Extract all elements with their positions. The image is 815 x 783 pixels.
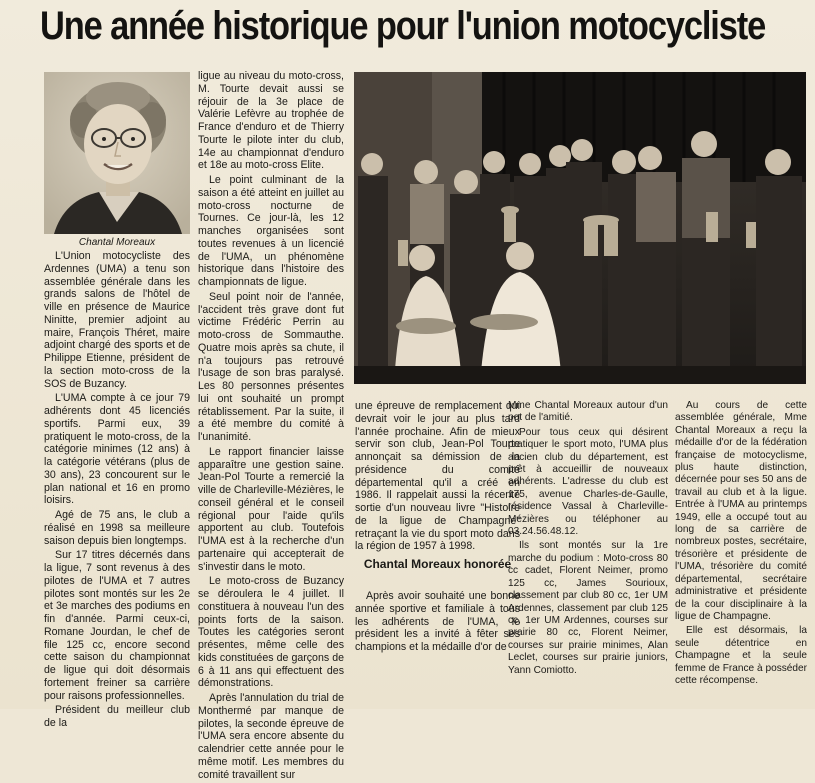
paragraph: Le point culminant de la saison a été atteint en juillet au moto-cross nocturne de Tournes. Ce jour-là, les 12 manches organisées sont toutes revenues à un licencié de l'UMA, un phénomène historique dans l'histoire des championnats de ligue. (198, 174, 344, 288)
group-photo (354, 72, 806, 384)
article-column-1 (44, 250, 190, 732)
paragraph: L'Union motocycliste des Ardennes (UMA) a tenu son assemblée générale dans les grands salons de l'hôtel de ville en présence de Maurice Ninitte, premier adjoint au maire, François Théret, maire adjoint chargé des sports et de Philippe Etienne, président de la section moto-cross de la SOS de Buzancy. (44, 250, 190, 390)
portrait-photo (44, 72, 190, 234)
subheading: Chantal Moreaux honorée (363, 557, 512, 571)
paragraph: Après l'annulation du trial de Monthermé par manque de pilotes, la seconde épreuve de l'UMA sera encore absente du calendrier cette année pour le même motif. Les membres du comité travaillent sur (198, 692, 344, 781)
paragraph: Sur 17 titres décernés dans la ligue, 7 sont revenus à des pilotes de l'UMA et 7 autres pilotes sont montés sur les 2e et 3e marches des podiums en fin d'année. Parmi ceux-ci, Romane Jourdan, le chef de file 125 cc, encore second cette saison du championnat de ligue qui doit désormais fortement freiner sa carrière pour raisons professionnelles. (44, 549, 190, 702)
paragraph: Pour tous ceux qui désirent pratiquer le sport moto, l'UMA plus ancien club du département, est prêt à accueillir de nouveaux adhérents. L'adresse du club est 175, avenue Charles-de-Gaulle, résidence Vassal à Charleville-Mézières ou téléphoner au 03.24.56.48.12. (508, 426, 668, 538)
paragraph: Le moto-cross de Buzancy se déroulera le 4 juillet. Il constituera à nouveau l'un des points forts de la saison. Toutes les catégories seront présentes, même celle des kids constituées de garçons de 6 à 11 ans qui effectuent des démonstrations. (198, 575, 344, 690)
paragraph: Après avoir souhaité une bonne année sportive et familiale à tous les adhérents de l'UMA, le président les a invité à fêter ses champions et la médaille d'or de (355, 590, 520, 653)
paragraph: une épreuve de remplacement qui devrait voir le jour au plus tard l'année prochaine. Afin de mieux servir son club, Jean-Pol Tourte annonçait sa démission de la présidence du comité départemental qu'il a créé en 1986. Il rappelait aussi la récente sortie d'un nouveau livre "Histoire de la ligue de Champagne" retraçant la vie du sport moto dans la région de 1957 à 1998. (355, 400, 520, 553)
paragraph: Au cours de cette assemblée générale, Mme Chantal Moreaux a reçu la médaille d'or de la fédération française de motocyclisme, plus haute distinction, décernée pour ses 50 ans de travail au club et à la ligue. Entrée à l'UMA au printemps 1949, elle a occupé tout au long de sa carrière de nombreux postes, secrétaire, trésorière et présidente de l'UMA, trésorière du comité départemental, secrétaire administrative et présidente de la cour disciplinaire à la ligue de Champagne. (675, 400, 807, 622)
article-column-2 (198, 70, 344, 783)
headline: Une année historique pour l'union motocycliste (40, 4, 766, 48)
article-column-3-continued (355, 590, 520, 656)
paragraph: ligue au niveau du moto-cross, M. Tourte devait aussi se réjouir de la 3e place de Valérie Lefèvre au trophée de France d'enduro et de Thierry Tourte le pilote inter du club, 14e au championnat d'enduro et 18e au moto-cross Elite. (198, 70, 344, 172)
article-column-4 (508, 400, 668, 679)
portrait-illustration (44, 72, 190, 234)
article-column-3 (355, 400, 520, 555)
portrait-caption: Chantal Moreaux (78, 237, 156, 248)
article-column-5 (675, 400, 807, 689)
paragraph: Seul point noir de l'année, l'accident très grave dont fut victime Frédéric Perrin au moto-cross de Sommauthe. Quatre mois après sa chute, il n'a toujours pas retrouvé l'usage de son bras paralysé. Les 80 personnes présentes lui ont souhaité un prompt rétablissement. Par la suite, il a été membre du comité à l'unanimité. (198, 290, 344, 443)
paragraph: Agé de 75 ans, le club a réalisé en 1998 sa meilleure saison depuis bien longtemps. (44, 509, 190, 547)
paragraph: Mme Chantal Moreaux autour d'un pot de l'amitié. (508, 400, 668, 424)
paragraph: Ils sont montés sur la 1re marche du podium : Moto-cross 80 cc cadet, Florent Neimer, promo 125 cc, James Souriouх, classement par club 80 cc, 1er UM Ardennes, classement par club 125 cc, 1er UM Ardennes, courses sur prairie 80 cc, Florent Neimer, courses sur prairie minimes, Alan Leclet, courses sur prairie juniors, Yann Comiotto. (508, 540, 668, 676)
group-photo-illustration (354, 72, 806, 384)
paragraph: L'UMA compte à ce jour 79 adhérents dont 45 licenciés sportifs. Parmi eux, 39 pratiquent le moto-cross, de la catégorie minimes (12 ans) à la catégorie vétérans (plus de 30 ans), 23 concourent sur le plan national et 16 en promo loisirs. (44, 392, 190, 507)
paragraph: Elle est désormais, la seule détentrice en Champagne et la seule femme de France à posséder cette récompense. (675, 625, 807, 686)
paragraph: Le rapport financier laisse apparaître une gestion saine. Jean-Pol Tourte a remercié la ville de Charleville-Mézières, le conseil général et le conseil régional pour l'aide qu'ils apportent au club. Toutefois l'UMA est à la recherche d'un partenaire qui accepterait de s'investir dans le moto. (198, 445, 345, 573)
paragraph: Président du meilleur club de la (44, 704, 190, 729)
